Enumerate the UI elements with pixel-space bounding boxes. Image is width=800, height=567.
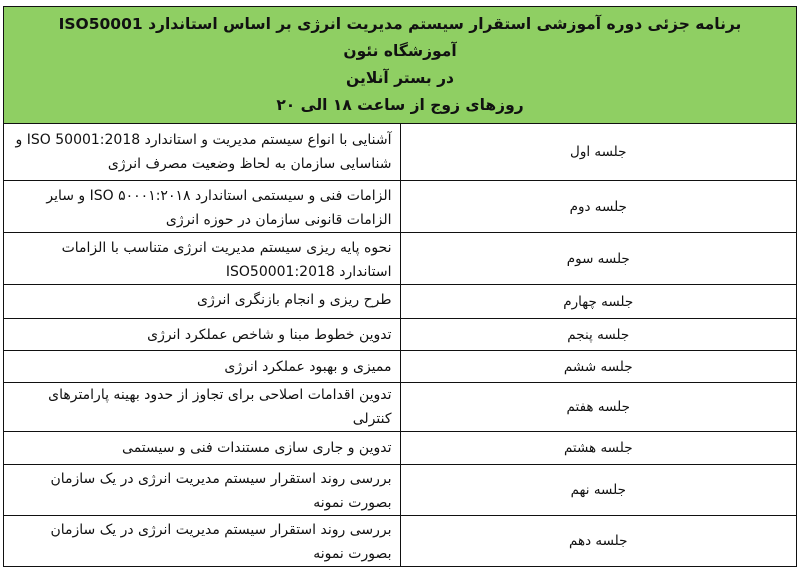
course-title: برنامه جزئی دوره آموزشی استقرار سیستم مدیریت انرژی بر اساس استاندارد ISO50001 <box>58 15 742 33</box>
table-row <box>4 285 797 319</box>
table-row <box>4 319 797 351</box>
table-row <box>4 432 797 465</box>
institute-name: آموزشگاه نئون <box>343 42 457 60</box>
session-label: جلسه دهم <box>400 516 797 567</box>
session-topic: نحوه پایه ریزی سیستم مدیریت انرژی متناسب با الزامات استاندارد ISO50001:2018 <box>4 233 401 285</box>
schedule-table <box>3 6 797 567</box>
session-label: جلسه هفتم <box>400 383 797 432</box>
session-label: جلسه دوم <box>400 181 797 233</box>
session-topic: بررسی روند استقرار سیستم مدیریت انرژی در یک سازمان بصورت نمونه <box>4 516 401 567</box>
session-label: جلسه پنجم <box>400 319 797 351</box>
session-topic: ممیزی و بهبود عملکرد انرژی <box>4 351 401 383</box>
session-label: جلسه چهارم <box>400 285 797 319</box>
session-topic: الزامات فنی و سیستمی استاندارد ISO ۵۰۰۰۱:۲۰۱۸ و سایر الزامات قانونی سازمان در حوزه انرژی <box>4 181 401 233</box>
table-row <box>4 383 797 432</box>
table-row <box>4 233 797 285</box>
session-label: جلسه نهم <box>400 465 797 516</box>
table-row <box>4 516 797 567</box>
table-row <box>4 124 797 181</box>
header-row <box>4 7 797 124</box>
session-label: جلسه ششم <box>400 351 797 383</box>
session-label: جلسه اول <box>400 124 797 181</box>
delivery-mode: در بستر آنلاین <box>346 69 454 87</box>
session-topic: تدوین خطوط مبنا و شاخص عملکرد انرژی <box>4 319 401 351</box>
session-label: جلسه هشتم <box>400 432 797 465</box>
table-row <box>4 465 797 516</box>
session-topic: طرح ریزی و انجام بازنگری انرژی <box>4 285 401 319</box>
session-topic: آشنایی با انواع سیستم مدیریت و استاندارد ISO 50001:2018 و شناسایی سازمان به لحاظ وضعیت مصرف انرژی <box>4 124 401 181</box>
schedule-time: روزهای زوج از ساعت ۱۸ الی ۲۰ <box>276 96 524 114</box>
session-topic: بررسی روند استقرار سیستم مدیریت انرژی در یک سازمان بصورت نمونه <box>4 465 401 516</box>
table-row <box>4 351 797 383</box>
session-topic: تدوین اقدامات اصلاحی برای تجاوز از حدود بهینه پارامترهای کنترلی <box>4 383 401 432</box>
session-topic: تدوین و جاری سازی مستندات فنی و سیستمی <box>4 432 401 465</box>
header-cell <box>4 7 797 124</box>
table-row <box>4 181 797 233</box>
session-label: جلسه سوم <box>400 233 797 285</box>
